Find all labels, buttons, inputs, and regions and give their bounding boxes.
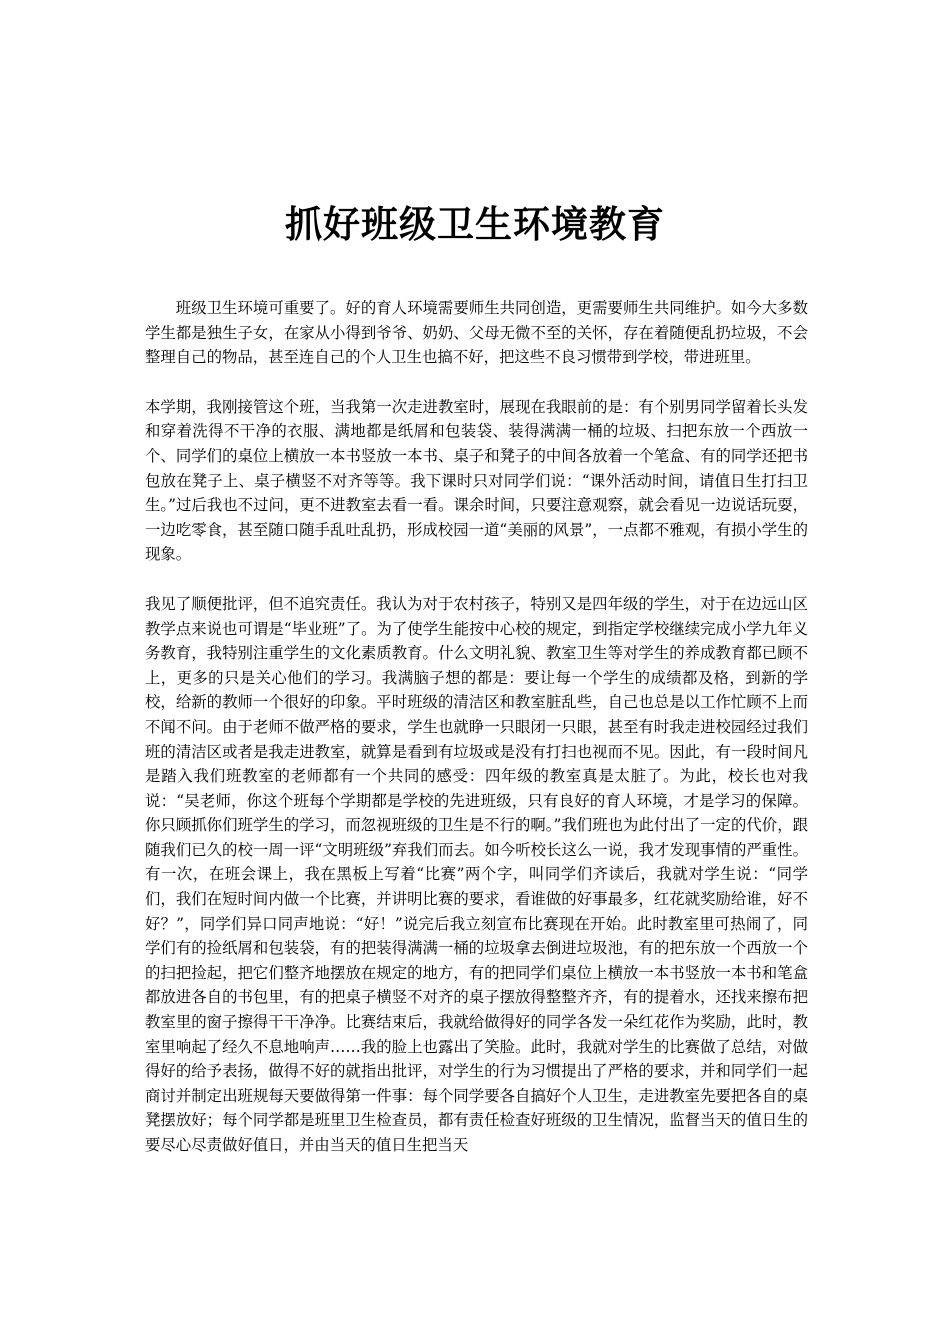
paragraph-3: 我见了顺便批评，但不追究责任。我认为对于农村孩子，特别又是四年级的学生，对于在边远山区教学点来说也可谓是“毕业班”了。为了使学生能按中心校的规定，到指定学校继续完成小学九年义务教育，我特别注重学生的文化素质教育。什么文明礼貌、教室卫生等对学生的养成教育都已顾不上，更多的只是关心他们的学习。我满脑子想的都是：要让每一个学生的成绩都及格，到新的学校，给新的教师一个很好的印象。平时班级的清洁区和教室脏乱些，自己也总是以工作忙顾不上而不闻不问。由于老师不做严格的要求，学生也就睁一只眼闭一只眼，甚至有时我走进校园经过我们班的清洁区或者是我走进教室，就算是看到有垃圾或是没有打扫也视而不见。因此，有一段时间凡是踏入我们班教室的老师都有一个共同的感受：四年级的教室真是太脏了。为此，校长也对我说：“吴老师，你这个班每个学期都是学校的先进班级，只有良好的育人环境，才是学习的保障。你只顾抓你们班学生的学习，而忽视班级的卫生是不行的啊。”我们班也为此付出了一定的代价，跟随我们已久的校一周一评“文明班级”弃我们而去。如今听校长这么一说，我才发现事情的严重性。有一次，在班会课上，我在黑板上写着“比赛”两个字，叫同学们齐读后，我就对学生说：“同学们，我们在短时间内做一个比赛，并讲明比赛的要求，看谁做的好事最多，红花就奖励给谁，好不好？”，同学们异口同声地说：“好！”说完后我立刻宣布比赛现在开始。此时教室里可热闹了，同学们有的捡纸屑和包装袋，有的把装得满满一桶的垃圾拿去倒进垃圾池，有的把东放一个西放一个的扫把捡起，把它们整齐地摆放在规定的地方，有的把同学们桌位上横放一本书竖放一本书和笔盒都放进各自的书包里，有的把桌子横竖不对齐的桌子摆放得整整齐齐，有的提着水，还找来擦布把教室里的窗子擦得干干净净。比赛结束后，我就给做得好的同学各发一朵红花作为奖励，此时，教室里响起了经久不息地响声……我的脸上也露出了笑脸。此时，我就对学生的比赛做了总结，对做得好的给予表扬，做得不好的就指出批评，对学生的行为习惯提出了严格的要求，并和同学们一起商讨并制定出班规每天要做得第一件事：每个同学要各自搞好个人卫生，走进教室先要把各自的桌凳摆放好；每个同学都是班里卫生检查员，都有责任检查好班级的卫生情况，监督当天的值日生的要尽心尽责做好值日，并由当天的值日生把当天 xyxy=(145,594,808,1154)
document-title: 抓好班级卫生环境教育 xyxy=(285,202,665,246)
document-body xyxy=(145,296,808,1183)
paragraph-2: 本学期，我刚接管这个班，当我第一次走进教室时，展现在我眼前的是：有个别男同学留着长头发和穿着洗得不干净的衣服、满地都是纸屑和包装袋、装得满满一桶的垃圾、扫把东放一个西放一个、同学们的桌位上横放一本书竖放一本书、桌子和凳子的中间各放着一个笔盒、有的同学还把书包放在凳子上、桌子横竖不对齐等等。我下课时只对同学们说：“课外活动时间，请值日生打扫卫生。”过后我也不过问，更不进教室去看一看。课余时间，只要注意观察，就会看见一边说话玩耍，一边吃零食，甚至随口随手乱吐乱扔，形成校园一道“美丽的风景”，一点都不雅观，有损小学生的现象。 xyxy=(145,397,808,564)
paragraph-1: 班级卫生环境可重要了。好的育人环境需要师生共同创造，更需要师生共同维护。如今大多数学生都是独生子女，在家从小得到爷爷、奶奶、父母无微不至的关怀，存在着随便乱扔垃圾，不会整理自己的物品，甚至连自己的个人卫生也搞不好，把这些不良习惯带到学校，带进班里。 xyxy=(145,299,808,367)
